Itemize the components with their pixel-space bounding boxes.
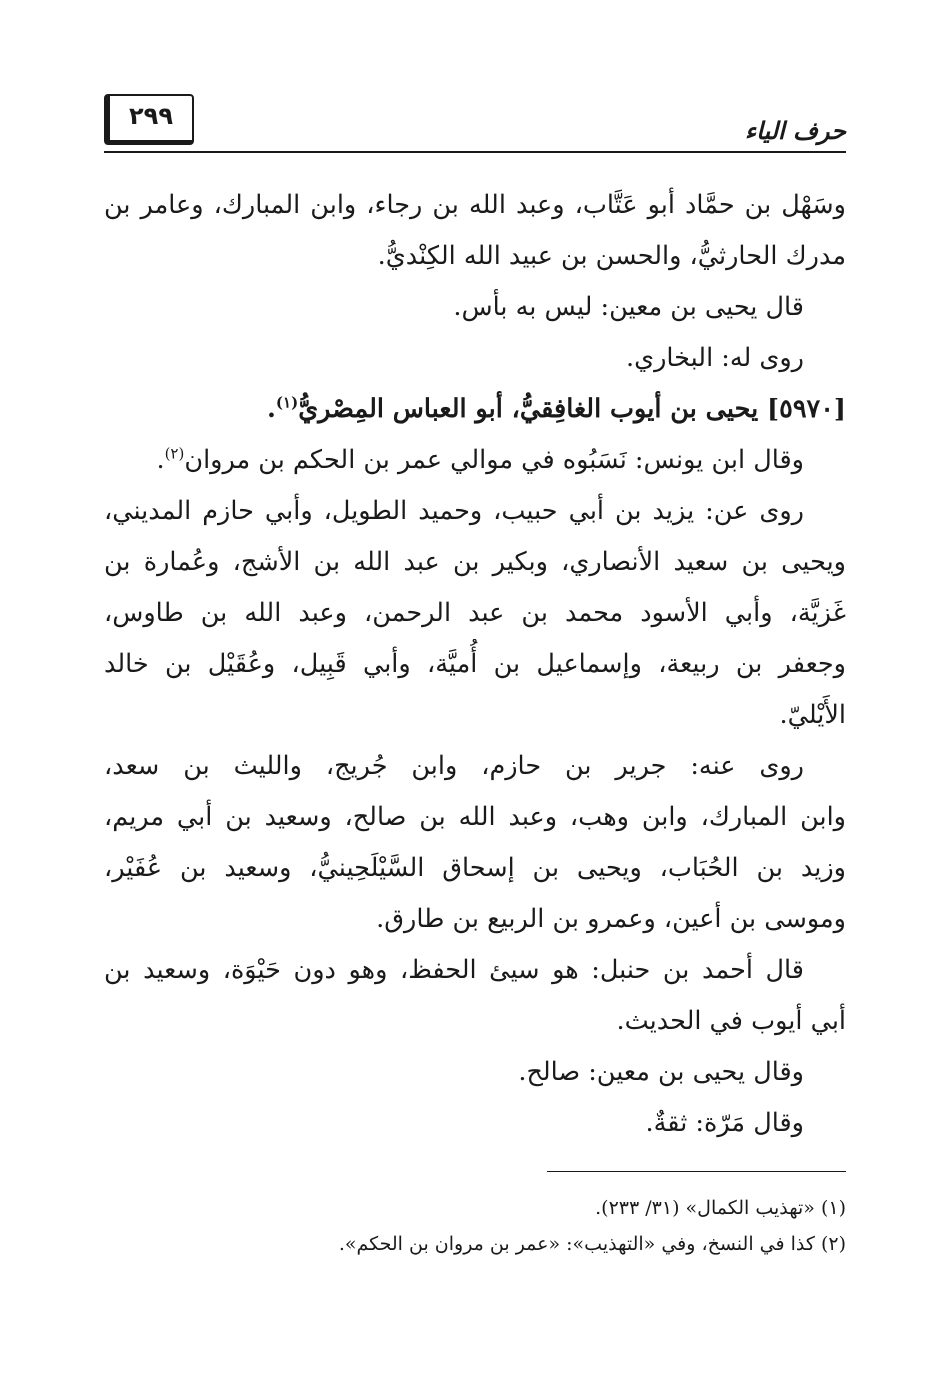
text-line: روى عنه: جرير بن حازم، وابن جُريج، والليث بن سعد، xyxy=(104,751,804,781)
page-number: ٢٩٩ xyxy=(104,94,194,145)
text-line: مدرك الحارثيُّ، والحسن بن عبيد الله الكِنْديُّ. xyxy=(377,241,846,271)
text-line: روى له: البخاري. xyxy=(626,343,804,373)
text-line: وابن المبارك، وابن وهب، وعبد الله بن صالح، وسعيد بن أبي مريم، xyxy=(104,802,846,832)
text-line-content: وقال ابن يونس: نَسَبُوه في موالي عمر بن الحكم بن مروان xyxy=(184,445,804,475)
footnote-2: (٢) كذا في النسخ، وفي «التهذيب»: «عمر بن مروان بن الحكم». xyxy=(338,1233,846,1255)
running-title: حرف الياء xyxy=(744,116,846,145)
header-divider xyxy=(104,151,846,153)
text-line: وموسى بن أعين، وعمرو بن الربيع بن طارق. xyxy=(376,904,846,934)
footnote-ref-2: (٢) xyxy=(164,444,185,463)
text-line: وجعفر بن ربيعة، وإسماعيل بن أُميَّة، وأبي قَبِيل، وعُقَيْل بن خالد xyxy=(104,649,846,679)
footnotes xyxy=(104,1190,846,1262)
footnote-divider xyxy=(547,1171,846,1172)
main-text xyxy=(104,180,846,1149)
text-line: روى عن: يزيد بن أبي حبيب، وحميد الطويل، وأبي حازم المديني، xyxy=(104,496,804,526)
page-header xyxy=(104,92,846,154)
text-line: ويحيى بن سعيد الأنصاري، وبكير بن عبد الله بن الأشج، وعُمارة بن xyxy=(104,547,846,577)
text-line: أبي أيوب في الحديث. xyxy=(616,1006,846,1036)
text-line: وقال يحيى بن معين: صالح. xyxy=(518,1057,804,1087)
entry-heading: [٥٩٧٠] يحيى بن أيوب الغافِقيُّ، أبو العباس المِصْريُّ$^{(١)}$. xyxy=(267,393,846,424)
text-line: غَزيَّة، وأبي الأسود محمد بن عبد الرحمن، وعبد الله بن طاوس، xyxy=(104,598,846,628)
footnote-1: (١) «تهذيب الكمال» (٣١/ ٢٣٣). xyxy=(595,1197,846,1219)
footnote-ref-1: (١) xyxy=(275,393,299,412)
text-line: قال أحمد بن حنبل: هو سيئ الحفظ، وهو دون حَيْوَة، وسعيد بن xyxy=(104,955,804,985)
entry-heading-text: [٥٩٧٠] يحيى بن أيوب الغافِقيُّ، أبو العباس المِصْريُّ xyxy=(298,394,846,424)
text-line: وسَهْل بن حمَّاد أبو عَتَّاب، وعبد الله بن رجاء، وابن المبارك، وعامر بن xyxy=(104,190,846,220)
text-line: وقال ابن يونس: نَسَبُوه في موالي عمر بن الحكم بن مروان$^{(٢)}$. xyxy=(156,444,804,475)
text-line: الأَيْليّ. xyxy=(779,700,846,730)
text-line: قال يحيى بن معين: ليس به بأس. xyxy=(453,292,804,322)
text-line: وقال مَرّة: ثقةٌ. xyxy=(645,1108,804,1138)
text-line: وزيد بن الحُبَاب، ويحيى بن إسحاق السَّيْلَحِينيُّ، وسعيد بن عُفَيْر، xyxy=(104,853,846,883)
